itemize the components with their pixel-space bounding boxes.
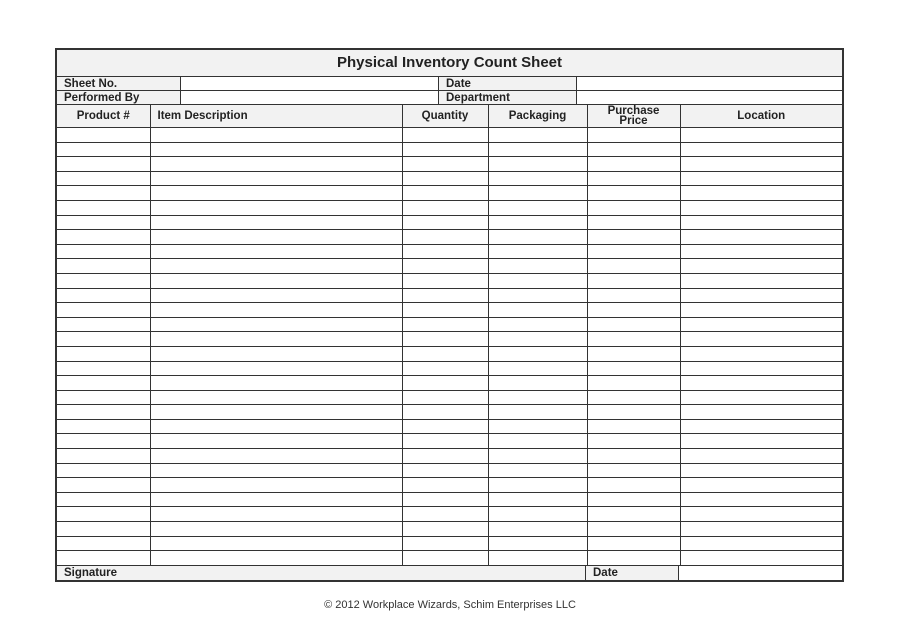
packaging-cell[interactable]	[488, 522, 587, 537]
table-row	[57, 361, 842, 376]
footer-date-label: Date	[586, 566, 679, 580]
table-row	[57, 522, 842, 537]
table-row	[57, 463, 842, 478]
product-cell[interactable]	[57, 128, 150, 143]
product-cell[interactable]	[57, 346, 150, 361]
description-cell[interactable]	[150, 303, 402, 318]
table-header-row	[57, 105, 842, 128]
packaging-cell[interactable]	[488, 376, 587, 391]
product-cell[interactable]	[57, 449, 150, 464]
location-cell[interactable]	[680, 128, 842, 143]
description-cell[interactable]	[150, 200, 402, 215]
packaging-cell[interactable]	[488, 463, 587, 478]
location-cell[interactable]	[680, 200, 842, 215]
product-cell[interactable]	[57, 215, 150, 230]
purchase-price-cell[interactable]	[587, 128, 680, 143]
table-row	[57, 434, 842, 449]
location-cell[interactable]	[680, 332, 842, 347]
column-header-purchase-price	[587, 105, 680, 128]
location-cell[interactable]	[680, 434, 842, 449]
department-field[interactable]	[577, 91, 842, 105]
product-cell[interactable]	[57, 376, 150, 391]
description-cell[interactable]	[150, 492, 402, 507]
description-cell[interactable]	[150, 128, 402, 143]
packaging-cell[interactable]	[488, 230, 587, 245]
footer-date-field[interactable]	[679, 566, 842, 580]
location-cell[interactable]	[680, 273, 842, 288]
product-cell[interactable]	[57, 478, 150, 493]
product-cell[interactable]	[57, 288, 150, 303]
packaging-cell[interactable]	[488, 288, 587, 303]
table-row	[57, 317, 842, 332]
packaging-cell[interactable]	[488, 259, 587, 274]
copyright-notice: © 2012 Workplace Wizards, Schim Enterprises LLC	[324, 599, 576, 611]
purchase-price-cell[interactable]	[587, 507, 680, 522]
table-row	[57, 273, 842, 288]
performed-by-label: Performed By	[57, 91, 181, 105]
performed-by-field[interactable]	[181, 91, 439, 105]
product-cell[interactable]	[57, 244, 150, 259]
description-cell[interactable]	[150, 376, 402, 391]
purchase-price-cell[interactable]	[587, 332, 680, 347]
packaging-cell[interactable]	[488, 317, 587, 332]
packaging-cell[interactable]	[488, 128, 587, 143]
table-row	[57, 171, 842, 186]
location-cell[interactable]	[680, 142, 842, 157]
quantity-cell[interactable]	[402, 405, 488, 420]
packaging-cell[interactable]	[488, 157, 587, 172]
location-cell[interactable]	[680, 551, 842, 566]
location-cell[interactable]	[680, 346, 842, 361]
packaging-cell[interactable]	[488, 361, 587, 376]
table-row	[57, 157, 842, 172]
description-cell[interactable]	[150, 157, 402, 172]
product-cell[interactable]	[57, 200, 150, 215]
purchase-price-cell[interactable]	[587, 244, 680, 259]
sheet-no-label: Sheet No.	[57, 77, 181, 91]
product-cell[interactable]	[57, 273, 150, 288]
location-cell[interactable]	[680, 230, 842, 245]
packaging-cell[interactable]	[488, 171, 587, 186]
quantity-cell[interactable]	[402, 492, 488, 507]
column-header-location: Location	[680, 105, 842, 128]
location-cell[interactable]	[680, 215, 842, 230]
product-cell[interactable]	[57, 405, 150, 420]
location-cell[interactable]	[680, 507, 842, 522]
product-cell[interactable]	[57, 332, 150, 347]
packaging-cell[interactable]	[488, 405, 587, 420]
packaging-cell[interactable]	[488, 434, 587, 449]
table-row	[57, 492, 842, 507]
product-cell[interactable]	[57, 157, 150, 172]
packaging-cell[interactable]	[488, 215, 587, 230]
table-row	[57, 244, 842, 259]
quantity-cell[interactable]	[402, 244, 488, 259]
packaging-cell[interactable]	[488, 346, 587, 361]
purchase-price-cell[interactable]	[587, 157, 680, 172]
quantity-cell[interactable]	[402, 332, 488, 347]
packaging-cell[interactable]	[488, 551, 587, 566]
table-row	[57, 346, 842, 361]
table-row	[57, 405, 842, 420]
quantity-cell[interactable]	[402, 142, 488, 157]
table-row	[57, 390, 842, 405]
purchase-price-cell[interactable]	[587, 200, 680, 215]
product-cell[interactable]	[57, 419, 150, 434]
description-cell[interactable]	[150, 419, 402, 434]
purchase-price-cell[interactable]	[587, 463, 680, 478]
description-cell[interactable]	[150, 536, 402, 551]
purchase-price-cell[interactable]	[587, 536, 680, 551]
table-row	[57, 376, 842, 391]
description-cell[interactable]	[150, 405, 402, 420]
product-cell[interactable]	[57, 492, 150, 507]
packaging-cell[interactable]	[488, 536, 587, 551]
purchase-price-line2: Price	[619, 115, 648, 127]
product-cell[interactable]	[57, 551, 150, 566]
table-row	[57, 128, 842, 143]
description-cell[interactable]	[150, 361, 402, 376]
purchase-price-cell[interactable]	[587, 303, 680, 318]
packaging-cell[interactable]	[488, 449, 587, 464]
packaging-cell[interactable]	[488, 244, 587, 259]
description-cell[interactable]	[150, 332, 402, 347]
quantity-cell[interactable]	[402, 376, 488, 391]
purchase-price-cell[interactable]	[587, 551, 680, 566]
location-cell[interactable]	[680, 303, 842, 318]
description-cell[interactable]	[150, 230, 402, 245]
signature-label: Signature	[57, 566, 586, 580]
purchase-price-cell[interactable]	[587, 142, 680, 157]
packaging-cell[interactable]	[488, 186, 587, 201]
purchase-price-cell[interactable]	[587, 434, 680, 449]
table-row	[57, 419, 842, 434]
description-cell[interactable]	[150, 522, 402, 537]
purchase-price-cell[interactable]	[587, 376, 680, 391]
description-cell[interactable]	[150, 317, 402, 332]
description-cell[interactable]	[150, 507, 402, 522]
purchase-price-cell[interactable]	[587, 492, 680, 507]
description-cell[interactable]	[150, 390, 402, 405]
table-row	[57, 215, 842, 230]
product-cell[interactable]	[57, 361, 150, 376]
packaging-cell[interactable]	[488, 273, 587, 288]
table-row	[57, 536, 842, 551]
product-cell[interactable]	[57, 390, 150, 405]
quantity-cell[interactable]	[402, 273, 488, 288]
table-row	[57, 259, 842, 274]
quantity-cell[interactable]	[402, 200, 488, 215]
quantity-cell[interactable]	[402, 434, 488, 449]
description-cell[interactable]	[150, 273, 402, 288]
quantity-cell[interactable]	[402, 522, 488, 537]
description-cell[interactable]	[150, 346, 402, 361]
inventory-sheet	[55, 48, 844, 582]
location-cell[interactable]	[680, 376, 842, 391]
purchase-price-cell[interactable]	[587, 186, 680, 201]
sheet-info	[57, 77, 842, 105]
description-cell[interactable]	[150, 551, 402, 566]
description-cell[interactable]	[150, 142, 402, 157]
quantity-cell[interactable]	[402, 157, 488, 172]
location-cell[interactable]	[680, 522, 842, 537]
product-cell[interactable]	[57, 186, 150, 201]
location-cell[interactable]	[680, 390, 842, 405]
quantity-cell[interactable]	[402, 390, 488, 405]
table-row	[57, 230, 842, 245]
purchase-price-line1: Purchase	[607, 105, 660, 117]
table-row	[57, 186, 842, 201]
column-header-description: Item Description	[150, 105, 402, 128]
packaging-cell[interactable]	[488, 492, 587, 507]
purchase-price-cell[interactable]	[587, 273, 680, 288]
quantity-cell[interactable]	[402, 449, 488, 464]
quantity-cell[interactable]	[402, 346, 488, 361]
inventory-table	[57, 105, 842, 566]
product-cell[interactable]	[57, 230, 150, 245]
product-cell[interactable]	[57, 463, 150, 478]
product-cell[interactable]	[57, 303, 150, 318]
purchase-price-cell[interactable]	[587, 230, 680, 245]
purchase-price-cell[interactable]	[587, 215, 680, 230]
purchase-price-cell[interactable]	[587, 449, 680, 464]
location-cell[interactable]	[680, 405, 842, 420]
quantity-cell[interactable]	[402, 419, 488, 434]
purchase-price-cell[interactable]	[587, 288, 680, 303]
column-header-packaging: Packaging	[488, 105, 587, 128]
packaging-cell[interactable]	[488, 390, 587, 405]
purchase-price-cell[interactable]	[587, 478, 680, 493]
packaging-cell[interactable]	[488, 478, 587, 493]
page-title: Physical Inventory Count Sheet	[57, 50, 842, 77]
description-cell[interactable]	[150, 434, 402, 449]
table-row	[57, 303, 842, 318]
location-cell[interactable]	[680, 449, 842, 464]
product-cell[interactable]	[57, 434, 150, 449]
table-row	[57, 200, 842, 215]
quantity-cell[interactable]	[402, 215, 488, 230]
quantity-cell[interactable]	[402, 317, 488, 332]
purchase-price-cell[interactable]	[587, 361, 680, 376]
location-cell[interactable]	[680, 259, 842, 274]
location-cell[interactable]	[680, 157, 842, 172]
sheet-no-field[interactable]	[181, 77, 439, 91]
purchase-price-cell[interactable]	[587, 419, 680, 434]
purchase-price-cell[interactable]	[587, 405, 680, 420]
location-cell[interactable]	[680, 288, 842, 303]
quantity-cell[interactable]	[402, 259, 488, 274]
quantity-cell[interactable]	[402, 303, 488, 318]
purchase-price-cell[interactable]	[587, 171, 680, 186]
location-cell[interactable]	[680, 171, 842, 186]
quantity-cell[interactable]	[402, 536, 488, 551]
table-row	[57, 142, 842, 157]
location-cell[interactable]	[680, 186, 842, 201]
packaging-cell[interactable]	[488, 142, 587, 157]
purchase-price-cell[interactable]	[587, 317, 680, 332]
description-cell[interactable]	[150, 244, 402, 259]
purchase-price-cell[interactable]	[587, 390, 680, 405]
quantity-cell[interactable]	[402, 478, 488, 493]
table-row	[57, 478, 842, 493]
location-cell[interactable]	[680, 317, 842, 332]
product-cell[interactable]	[57, 317, 150, 332]
description-cell[interactable]	[150, 288, 402, 303]
description-cell[interactable]	[150, 171, 402, 186]
description-cell[interactable]	[150, 259, 402, 274]
product-cell[interactable]	[57, 142, 150, 157]
department-label: Department	[439, 91, 577, 105]
quantity-cell[interactable]	[402, 171, 488, 186]
quantity-cell[interactable]	[402, 128, 488, 143]
date-label: Date	[439, 77, 577, 91]
packaging-cell[interactable]	[488, 332, 587, 347]
table-row	[57, 288, 842, 303]
location-cell[interactable]	[680, 536, 842, 551]
date-field[interactable]	[577, 77, 842, 91]
packaging-cell[interactable]	[488, 419, 587, 434]
description-cell[interactable]	[150, 215, 402, 230]
packaging-cell[interactable]	[488, 507, 587, 522]
location-cell[interactable]	[680, 419, 842, 434]
quantity-cell[interactable]	[402, 288, 488, 303]
quantity-cell[interactable]	[402, 230, 488, 245]
location-cell[interactable]	[680, 244, 842, 259]
purchase-price-cell[interactable]	[587, 346, 680, 361]
location-cell[interactable]	[680, 361, 842, 376]
purchase-price-cell[interactable]	[587, 259, 680, 274]
quantity-cell[interactable]	[402, 507, 488, 522]
column-header-quantity: Quantity	[402, 105, 488, 128]
quantity-cell[interactable]	[402, 186, 488, 201]
quantity-cell[interactable]	[402, 551, 488, 566]
product-cell[interactable]	[57, 522, 150, 537]
packaging-cell[interactable]	[488, 303, 587, 318]
quantity-cell[interactable]	[402, 361, 488, 376]
description-cell[interactable]	[150, 449, 402, 464]
location-cell[interactable]	[680, 492, 842, 507]
description-cell[interactable]	[150, 478, 402, 493]
table-row	[57, 332, 842, 347]
quantity-cell[interactable]	[402, 463, 488, 478]
packaging-cell[interactable]	[488, 200, 587, 215]
product-cell[interactable]	[57, 259, 150, 274]
location-cell[interactable]	[680, 463, 842, 478]
column-header-product: Product #	[57, 105, 150, 128]
product-cell[interactable]	[57, 536, 150, 551]
table-row	[57, 507, 842, 522]
signature-row	[57, 566, 842, 580]
description-cell[interactable]	[150, 463, 402, 478]
product-cell[interactable]	[57, 171, 150, 186]
table-row	[57, 551, 842, 566]
location-cell[interactable]	[680, 478, 842, 493]
table-row	[57, 449, 842, 464]
purchase-price-cell[interactable]	[587, 522, 680, 537]
description-cell[interactable]	[150, 186, 402, 201]
table-body	[57, 128, 842, 566]
product-cell[interactable]	[57, 507, 150, 522]
